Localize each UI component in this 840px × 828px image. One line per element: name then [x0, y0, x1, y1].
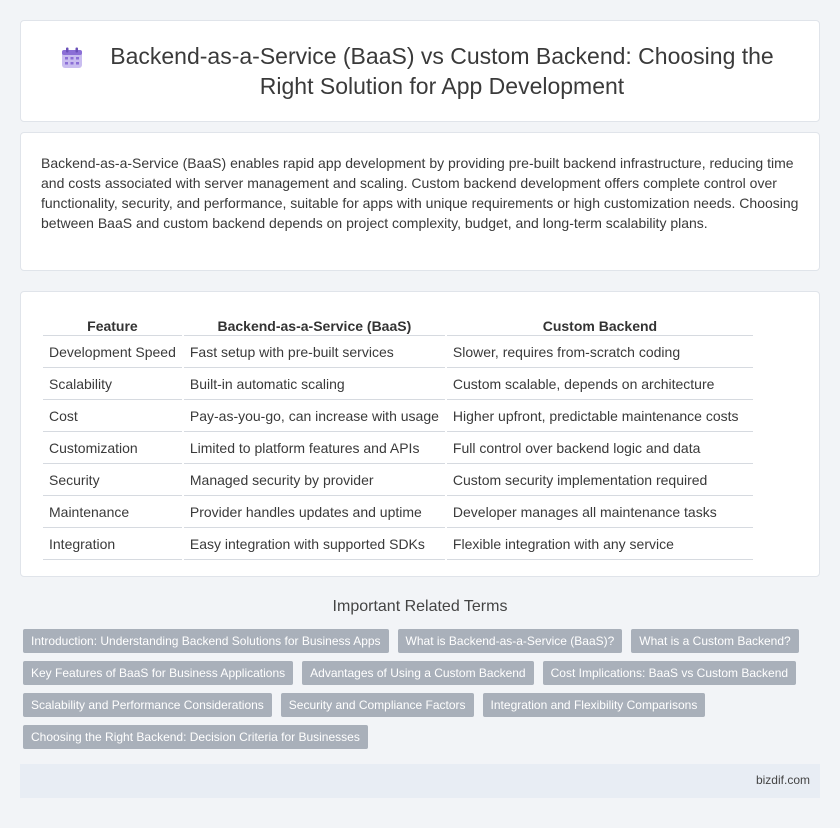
table-row: [43, 338, 753, 368]
cell-custom: Full control over backend logic and data: [447, 434, 753, 464]
tag-row: [23, 725, 803, 749]
table-row: [43, 402, 753, 432]
table-row: [43, 370, 753, 400]
comparison-table: [41, 312, 755, 562]
related-term-tag[interactable]: What is a Custom Backend?: [631, 629, 798, 653]
cell-custom: Developer manages all maintenance tasks: [447, 498, 753, 528]
footer-site-link[interactable]: bizdif.com: [755, 773, 810, 787]
related-term-tag[interactable]: Key Features of BaaS for Business Applications: [23, 661, 293, 685]
page-title: Backend-as-a-Service (BaaS) vs Custom Backend: Choosing the Right Solution for App Development: [110, 43, 774, 99]
cell-baas: Fast setup with pre-built services: [184, 338, 445, 368]
cell-custom: Flexible integration with any service: [447, 530, 753, 560]
related-term-tag[interactable]: Choosing the Right Backend: Decision Criteria for Businesses: [23, 725, 368, 749]
cell-feature: Scalability: [43, 370, 182, 400]
table-header-row: [43, 314, 753, 336]
cell-feature: Security: [43, 466, 182, 496]
intro-card: [20, 132, 820, 271]
table-row: [43, 466, 753, 496]
related-term-tag[interactable]: Security and Compliance Factors: [281, 693, 474, 717]
footer: [20, 764, 820, 798]
related-term-tag[interactable]: Scalability and Performance Considerations: [23, 693, 272, 717]
comparison-table-card: [20, 291, 820, 577]
cell-feature: Integration: [43, 530, 182, 560]
cell-baas: Managed security by provider: [184, 466, 445, 496]
cell-custom: Custom security implementation required: [447, 466, 753, 496]
related-term-tag[interactable]: Introduction: Understanding Backend Solutions for Business Apps: [23, 629, 389, 653]
cell-baas: Limited to platform features and APIs: [184, 434, 445, 464]
header-feature: Feature: [43, 314, 182, 336]
cell-feature: Maintenance: [43, 498, 182, 528]
tag-row: [23, 661, 803, 685]
header-baas: Backend-as-a-Service (BaaS): [184, 314, 445, 336]
cell-custom: Higher upfront, predictable maintenance costs: [447, 402, 753, 432]
cell-custom: Slower, requires from-scratch coding: [447, 338, 753, 368]
tag-row: [23, 693, 803, 717]
cell-baas: Provider handles updates and uptime: [184, 498, 445, 528]
header-custom: Custom Backend: [447, 314, 753, 336]
related-term-tag[interactable]: Cost Implications: BaaS vs Custom Backend: [543, 661, 796, 685]
table-row: [43, 498, 753, 528]
related-term-tag[interactable]: Advantages of Using a Custom Backend: [302, 661, 533, 685]
cell-baas: Easy integration with supported SDKs: [184, 530, 445, 560]
header-card: [20, 20, 820, 122]
cell-baas: Pay-as-you-go, can increase with usage: [184, 402, 445, 432]
cell-feature: Cost: [43, 402, 182, 432]
related-terms-title: Important Related Terms: [332, 598, 508, 615]
related-term-tag[interactable]: Integration and Flexibility Comparisons: [483, 693, 706, 717]
calendar-icon: [61, 47, 83, 69]
related-term-tag[interactable]: What is Backend-as-a-Service (BaaS)?: [398, 629, 623, 653]
cell-custom: Custom scalable, depends on architecture: [447, 370, 753, 400]
intro-text: Backend-as-a-Service (BaaS) enables rapid app development by providing pre-built backend infrastructure, reducing time and costs associated with server management and scaling. Custom backend development offers complete control over functionality, security, and performance, suitable for apps with unique requirements or high customization needs. Choosing between BaaS and custom backend depends on project complexity, budget, and long-term scalability plans.: [41, 155, 799, 231]
tag-row: [23, 629, 803, 653]
cell-feature: Development Speed: [43, 338, 182, 368]
table-row: [43, 530, 753, 560]
cell-baas: Built-in automatic scaling: [184, 370, 445, 400]
related-terms-tags: [23, 629, 803, 757]
cell-feature: Customization: [43, 434, 182, 464]
table-row: [43, 434, 753, 464]
